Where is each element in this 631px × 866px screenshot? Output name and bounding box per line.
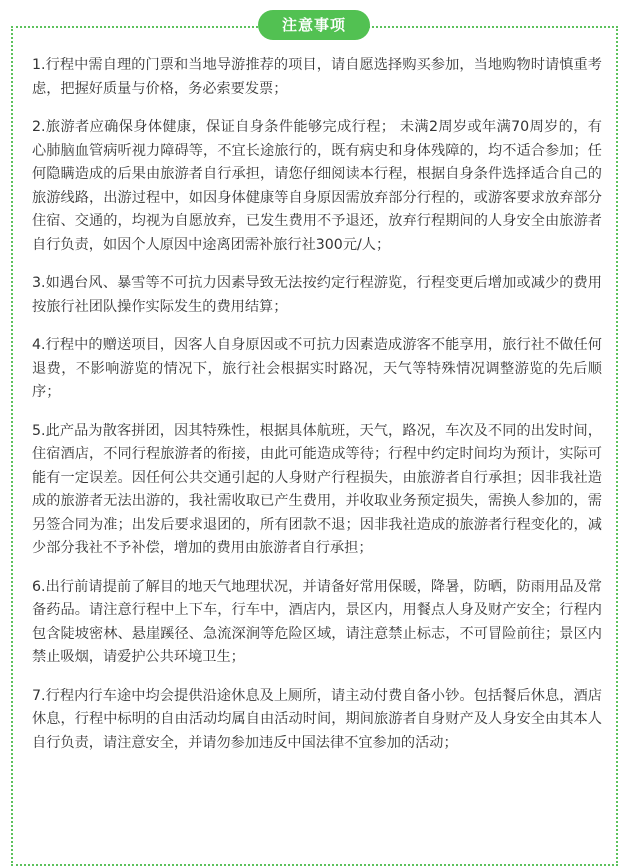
- notice-item-6: 6.出行前请提前了解目的地天气地理状况，并请备好常用保暖，降暑，防晒，防雨用品及常备药品。请注意行程中上下车，行车中，酒店内，景区内，用餐点人身及财产安全；行程内包含陡坡密林、悬崖蹊径、急流深涧等危险区域，请注意禁止标志，不可冒险前往；景区内禁止吸烟，请爱护公共环境卫生；: [32, 578, 602, 665]
- notice-item-3: 3.如遇台风、暴雪等不可抗力因素导致无法按约定行程游览，行程变更后增加或减少的费用按旅行社团队操作实际发生的费用结算；: [32, 275, 602, 315]
- notice-item-5: 5.此产品为散客拼团，因其特殊性，根据具体航班，天气，路况，车次及不同的出发时间，住宿酒店，不同行程旅游者的衔接，由此可能造成等待；行程中约定时间均为预计，实际可能有一定误差。因任何公共交通引起的人身财产行程损失，由旅游者自行承担；因非我社造成的旅游者无法出游的，我社需收取已产生费用，并收取业务预定损失，需换人参加的，需另签合同为准；出发后要求退团的，所有团款不退；因非我社造成的旅游者行程变化的，减少部分我社不予补偿，增加的费用由旅游者自行承担；: [32, 422, 602, 556]
- notice-item-4: 4.行程中的赠送项目，因客人自身原因或不可抗力因素造成游客不能享用，旅行社不做任何退费，不影响游览的情况下，旅行社会根据实时路况，天气等特殊情况调整游览的先后顺序；: [32, 337, 602, 400]
- notice-item-1: 1.行程中需自理的门票和当地导游推荐的项目，请自愿选择购买参加，当地购物时请慎重考虑，把握好质量与价格，务必索要发票；: [32, 57, 602, 97]
- notice-item-2: 2.旅游者应确保身体健康，保证自身条件能够完成行程； 未满2周岁或年满70周岁的，有心肺脑血管病听视力障碍等，不宜长途旅行的，既有病史和身体残障的，均不适合参加；任何隐瞒造成的后果由旅游者自行承担，请您仔细阅读本行程，根据自身条件选择适合自己的旅游线路，出游过程中，如因身体健康等自身原因需放弃部分行程的，或游客要求放弃部分住宿、交通的，均视为自愿放弃，已发生费用不予退还，放弃行程期间的人身安全由旅游者自行负责，如因个人原因中途离团需补旅行社300元/人；: [32, 119, 602, 253]
- notice-content: [32, 54, 602, 770]
- notice-item-7: 7.行程内行车途中均会提供沿途休息及上厕所，请主动付费自备小钞。包括餐后休息，酒店休息，行程中标明的自由活动均属自由活动时间，期间旅游者自身财产及人身安全由其本人自行负责，请注意安全，并请勿参加违反中国法律不宜参加的活动；: [32, 687, 602, 751]
- notice-title-badge: 注意事项: [258, 10, 370, 40]
